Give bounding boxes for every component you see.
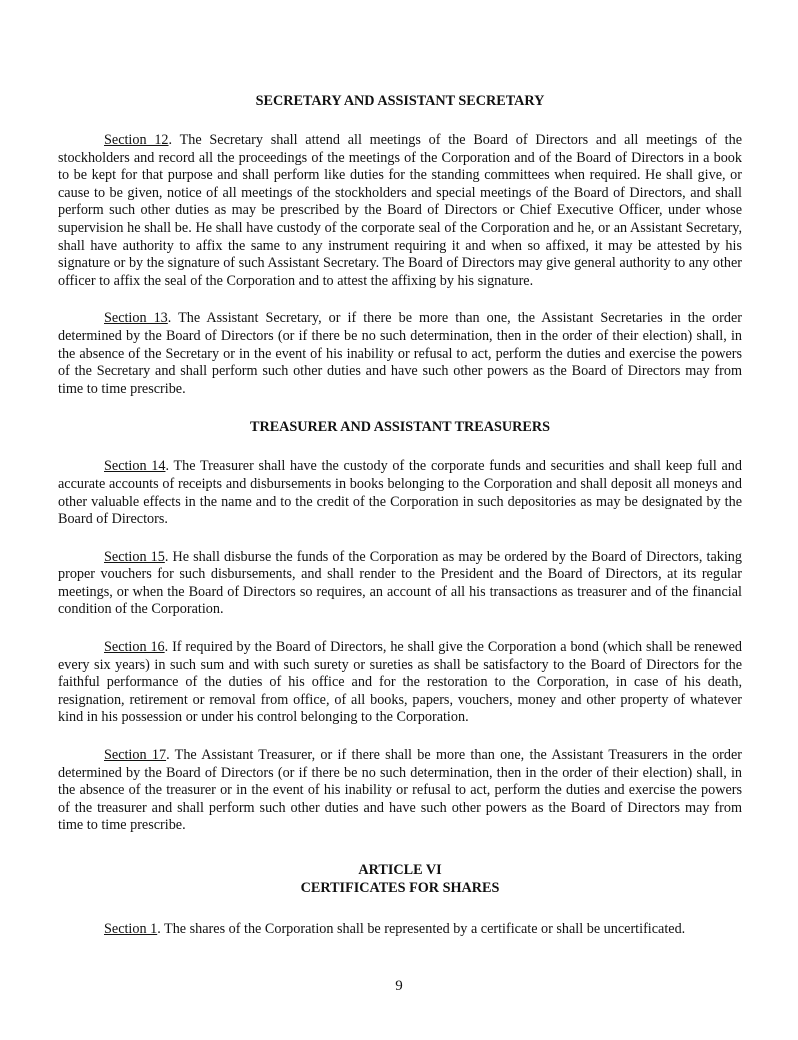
paragraph-section-1 xyxy=(58,921,742,939)
section-text: . He shall disburse the funds of the Corporation as may be ordered by the Board of Directors, taking proper vouchers for such disbursements, and shall render to the President and the Board of Directors, at its regular meetings, or when the Board of Directors so requires, an account of all his transactions as treasurer and of the financial condition of the Corporation. xyxy=(58,548,742,618)
section-text: . The Treasurer shall have the custody of the corporate funds and securities and shall keep full and accurate accounts of receipts and disbursements in books belonging to the Corporation and shall deposit all moneys and other valuable effects in the name and to the credit of the Corporation in such depositories as may be designated by the Board of Directors. xyxy=(58,458,742,528)
section-text: . If required by the Board of Directors, he shall give the Corporation a bond (which shall be renewed every six years) in such sum and with such surety or sureties as shall be satisfactory to the Board of Directors for the faithful performance of the duties of his office and for the restoration to the Corporation, in case of his death, resignation, retirement or removal from office, of all books, papers, vouchers, money and other property of whatever kind in his possession or under his control belonging to the Corporation. xyxy=(58,639,743,726)
page-number: 9 xyxy=(395,978,403,994)
section-label: Section 13 xyxy=(104,310,168,327)
paragraph-section-16 xyxy=(58,639,742,727)
paragraph-section-13 xyxy=(58,310,742,398)
paragraph-section-12 xyxy=(58,132,742,290)
paragraph-section-14 xyxy=(58,458,742,528)
heading-secretary: SECRETARY AND ASSISTANT SECRETARY xyxy=(255,93,545,109)
section-text: . The Secretary shall attend all meetings of the Board of Directors and all meetings of the stockholders and record all the proceedings of the meetings of the Corporation and of the Board of Directors in a book to be kept for that purpose and shall perform like duties for the standing committees when required. He shall give, or cause to be given, notice of all meetings of the stockholders and special meetings of the Board of Directors, and shall perform such other duties as may be prescribed by the Board of Directors or Chief Executive Officer, under whose supervision he shall be. He shall have custody of the corporate seal of the Corporation and he, or an Assistant Secretary, shall have authority to affix the same to any instrument requiring it and when so affixed, it may be attested by his signature or by the signature of such Assistant Secretary. The Board of Directors may give general authority to any other officer to affix the seal of the Corporation and to attest the affixing by his signature. xyxy=(58,132,742,289)
heading-treasurer: TREASURER AND ASSISTANT TREASURERS xyxy=(249,419,550,436)
section-label: Section 15 xyxy=(104,548,165,565)
paragraph-section-15 xyxy=(58,549,742,619)
section-text: . The shares of the Corporation shall be represented by a certificate or shall be uncertificated. xyxy=(157,921,686,937)
paragraph-section-17 xyxy=(58,747,742,835)
section-label: Section 14 xyxy=(104,458,166,475)
section-label: Section 16 xyxy=(104,639,165,656)
section-label: Section 17 xyxy=(104,747,167,764)
section-label: Section 1 xyxy=(104,921,158,937)
section-text: . The Assistant Treasurer, or if there shall be more than one, the Assistant Treasurers in the order determined by the Board of Directors (or if there be no such determination, then in the order of their election) shall, in the absence of the treasurer or in the event of his inability or refusal to act, perform the duties and exercise the powers of the treasurer and shall perform such other duties and have such other powers as the Board of Directors may from time to time prescribe. xyxy=(58,747,743,834)
heading-certificates: CERTIFICATES FOR SHARES xyxy=(300,880,500,896)
section-text: . The Assistant Secretary, or if there be more than one, the Assistant Secretaries in the order determined by the Board of Directors (or if there be no such determination, then in the order of their election) shall, in the absence of the Secretary or in the event of his inability or refusal to act, perform the duties and exercise the powers of the Secretary and shall perform such other duties and have such other powers as the Board of Directors may from time to time prescribe. xyxy=(58,310,742,397)
heading-article: ARTICLE VI xyxy=(358,862,442,878)
section-label: Section 12 xyxy=(104,132,169,148)
